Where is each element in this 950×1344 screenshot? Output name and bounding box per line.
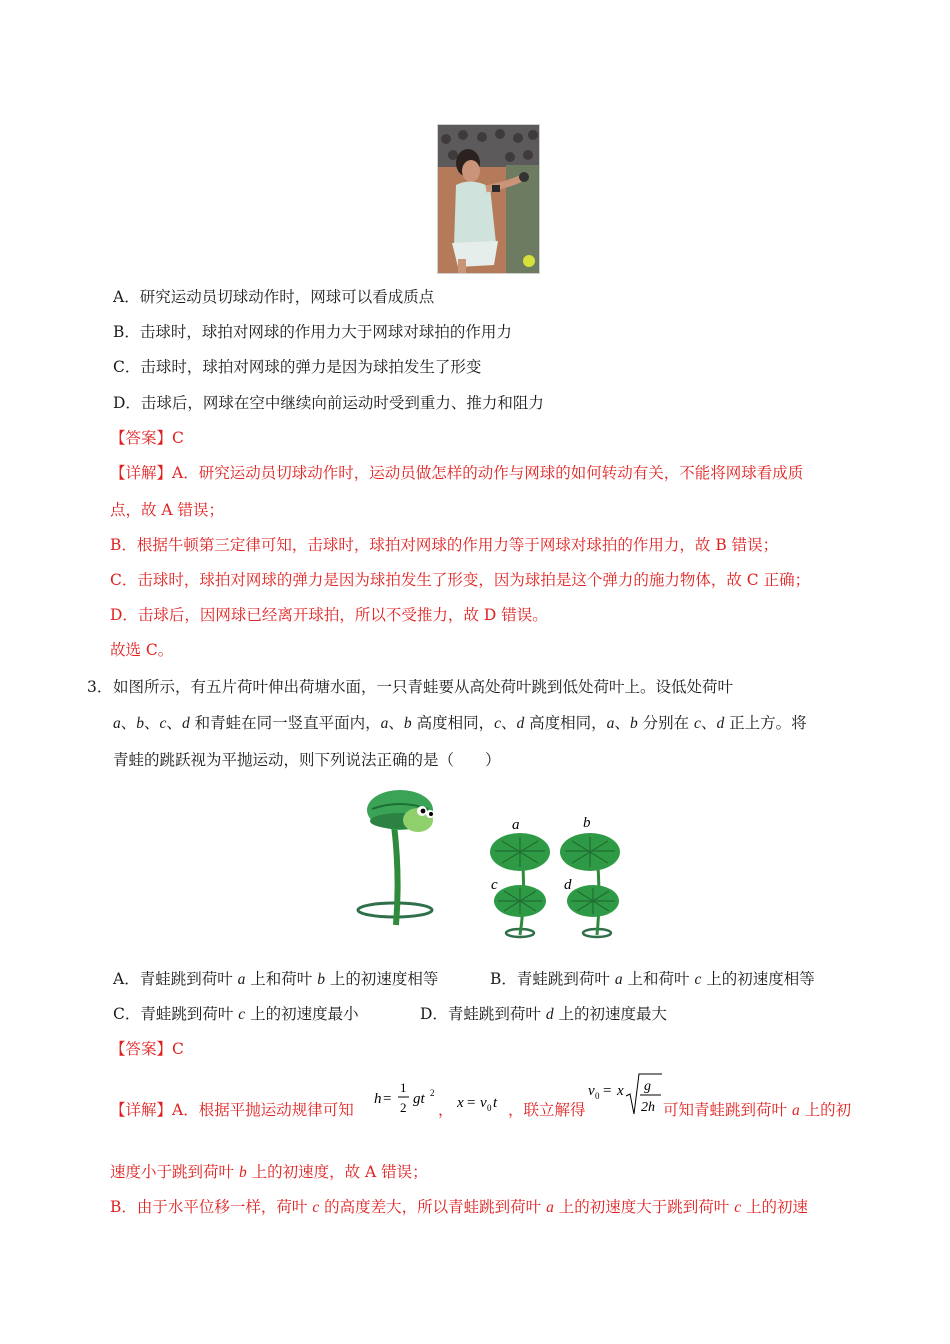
q2-detail-a-line1: 【详解】A．研究运动员切球动作时，运动员做怎样的动作与网球的如何转动有关，不能将网球看成质: [110, 464, 804, 482]
svg-text:0: 0: [487, 1103, 492, 1113]
q2-detail-b: B．根据牛顿第三定律可知，击球时，球拍对网球的作用力等于网球对球拍的作用力，故 B 错误；: [110, 536, 779, 554]
label-a: a: [512, 817, 520, 833]
lotus-frog-figure: [350, 785, 630, 945]
q3-answer: 【答案】C: [110, 1040, 184, 1058]
svg-text:v: v: [480, 1095, 487, 1111]
svg-text:=: =: [383, 1091, 392, 1107]
svg-text:x: x: [457, 1095, 464, 1111]
svg-text:gt: gt: [413, 1091, 425, 1107]
svg-text:=: =: [467, 1095, 476, 1111]
tennis-player-photo: [437, 124, 540, 274]
q3-option-d: D．青蛙跳到荷叶 d 上的初速度最大: [420, 1005, 668, 1023]
svg-text:0: 0: [595, 1091, 600, 1101]
tall-stem: [394, 825, 398, 925]
q3-detail-a-suffix: 可知青蛙跳到荷叶 a 上的初: [663, 1101, 852, 1119]
formula-h-half-gt2: [372, 1076, 442, 1122]
q3-detail-a-line2: 速度小于跳到荷叶 b 上的初速度，故 A 错误；: [110, 1163, 428, 1181]
label-d: d: [564, 877, 572, 893]
label-b: b: [583, 815, 591, 831]
svg-text:2: 2: [430, 1088, 435, 1098]
q3-option-b: B．青蛙跳到荷叶 a 上和荷叶 c 上的初速度相等: [490, 970, 815, 988]
q2-option-d: D．击球后，网球在空中继续向前运动时受到重力、推力和阻力: [113, 394, 544, 412]
svg-text:h: h: [374, 1091, 382, 1107]
svg-text:1: 1: [400, 1080, 407, 1095]
q3-option-a: A．青蛙跳到荷叶 a 上和荷叶 b 上的初速度相等: [113, 970, 439, 988]
svg-text:2: 2: [400, 1100, 407, 1115]
svg-text:=: =: [603, 1083, 612, 1099]
q3-option-c: C．青蛙跳到荷叶 c 上的初速度最小: [113, 1005, 359, 1023]
q2-detail-c: C．击球时，球拍对网球的弹力是因为球拍发生了形变，因为球拍是这个弹力的施力物体，故 C 正确；: [110, 571, 811, 589]
svg-text:x: x: [617, 1083, 624, 1099]
svg-text:g: g: [644, 1079, 651, 1094]
q3-stem-line2: a、b、c、d 和青蛙在同一竖直平面内，a、b 高度相同，c、d 高度相同，a、b 分别在 c、d 正上方。将: [113, 714, 807, 732]
q2-detail-d: D．击球后，因网球已经离开球拍，所以不受推力，故 D 错误。: [110, 606, 548, 624]
q3-detail-comma2: ，联立解得: [508, 1101, 586, 1119]
q2-option-a: A．研究运动员切球动作时，网球可以看成质点: [113, 288, 435, 306]
formula-x-v0t: [455, 1090, 509, 1116]
q3-stem-line1: 如图所示，有五片荷叶伸出荷塘水面，一只青蛙要从高处荷叶跳到低处荷叶上。设低处荷叶: [113, 678, 734, 696]
q2-option-b: B．击球时，球拍对网球的作用力大于网球对球拍的作用力: [113, 323, 512, 341]
q3-detail-b: B．由于水平位移一样，荷叶 c 的高度差大，所以青蛙跳到荷叶 a 上的初速度大于跳到荷叶 c 上的初速: [110, 1198, 809, 1216]
q3-stem-line3: 青蛙的跳跃视为平抛运动，则下列说法正确的是（ ）: [113, 751, 501, 769]
q2-option-c: C．击球时，球拍对网球的弹力是因为球拍发生了形变: [113, 358, 482, 376]
q2-detail-a-line2: 点，故 A 错误；: [110, 501, 225, 519]
svg-text:t: t: [493, 1095, 498, 1111]
formula-v0-sqrt: [586, 1070, 664, 1120]
svg-text:2h: 2h: [641, 1100, 655, 1115]
q2-answer: 【答案】C: [110, 429, 184, 447]
q2-conclusion: 故选 C。: [110, 641, 174, 659]
svg-text:v: v: [588, 1083, 595, 1099]
q3-number: 3．: [87, 678, 113, 696]
q3-detail-a-prefix: 【详解】A．根据平抛运动规律可知: [110, 1101, 354, 1119]
label-c: c: [491, 877, 498, 893]
q3-detail-comma1: ，: [438, 1101, 454, 1119]
